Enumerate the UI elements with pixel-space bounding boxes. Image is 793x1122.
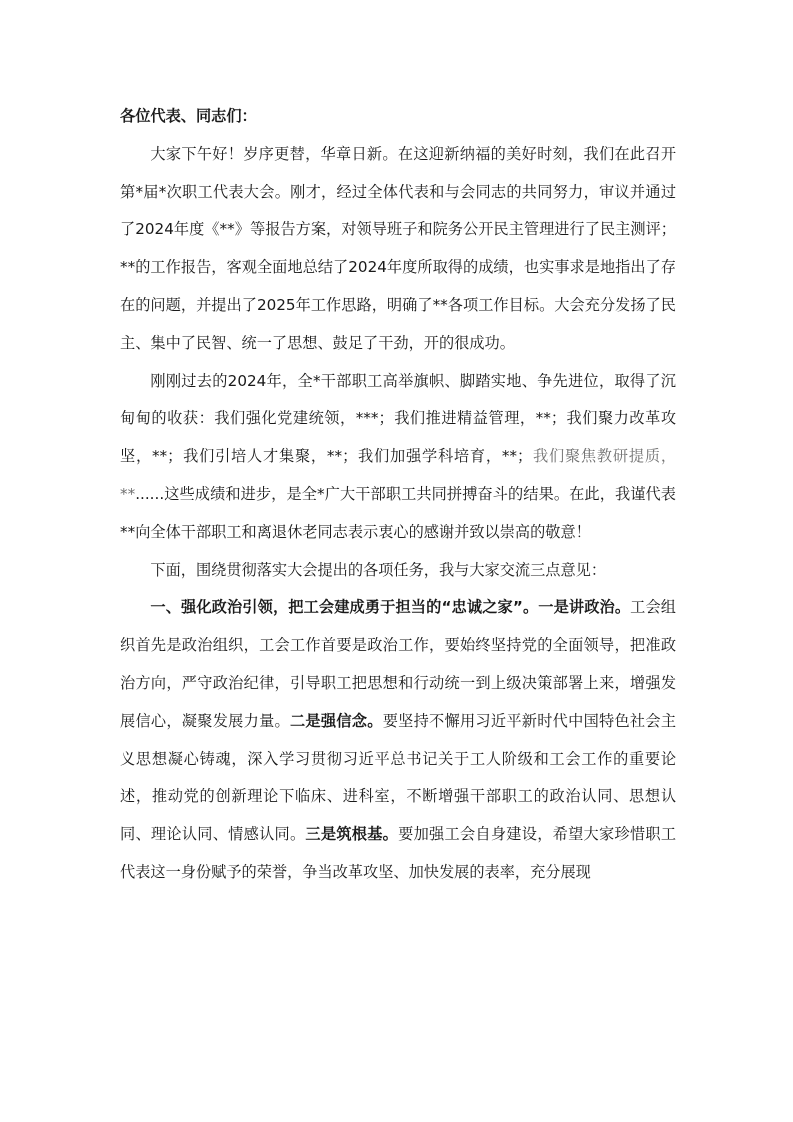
section-one-text-part1: 工会组织首先是政治组织，工会工作首要是政治工作，要始终坚持党的全面领导，把准政治方向，严守政治纪律，引导职工把思想和行动统一到上级决策部署上来，增强发展信心，凝聚发展力量。 bbox=[120, 598, 676, 730]
section-one-subheading-2: 二是强信念。 bbox=[289, 711, 383, 730]
section-one-text-part2: 要坚持不懈用习近平新时代中国特色社会主义思想凝心铸魂，深入学习贯彻习近平总书记关于工人阶级和工会工作的重要论述，推动党的创新理论下临床、进科室，不断增强干部职工的政治认同、思想认同、理论认同、情感认同。 bbox=[120, 711, 677, 844]
paragraph-section-one bbox=[120, 589, 676, 891]
salutation: 各位代表、同志们： bbox=[120, 107, 257, 125]
achievements-text-part2: ......这些成绩和进步，是全*广大干部职工共同拼搏奋斗的结果。在此，我谨代表**向全体干部职工和离退休老同志表示衷心的感谢并致以崇高的敬意！ bbox=[120, 484, 676, 541]
document-body bbox=[120, 98, 676, 892]
paragraph-achievements bbox=[120, 363, 676, 552]
section-one-subheading-3: 三是筑根基。 bbox=[305, 825, 399, 844]
achievements-gray-text: 我们聚焦教研提质，** bbox=[120, 447, 677, 503]
paragraph-intro-opinions: 下面，围绕贯彻落实大会提出的各项任务，我与大家交流三点意见： bbox=[150, 560, 607, 579]
section-one-heading: 一、强化政治引领，把工会建成勇于担当的“忠诚之家”。一是讲政治。 bbox=[150, 598, 631, 617]
section-one-text-part3: 要加强工会自身建设，希望大家珍惜职工代表这一身份赋予的荣誉，争当改革攻坚、加快发展的表率，充分展现 bbox=[120, 825, 677, 881]
paragraph-opening: 大家下午好！岁序更替，华章日新。在这迎新纳福的美好时刻，我们在此召开第*届*次职工代表大会。刚才，经过全体代表和与会同志的共同努力，审议并通过了2024年度《**》等报告方案，对领导班子和院务公开民主管理进行了民主测评；**的工作报告，客观全面地总结了2024年度所取得的成绩，也实事求是地指出了存在的问题，并提出了2025年工作思路，明确了**各项工作目标。大会充分发扬了民主、集中了民智、统一了思想、鼓足了干劲，开的很成功。 bbox=[120, 144, 676, 352]
achievements-text-part1: 刚刚过去的2024年，全*干部职工高举旗帜、脚踏实地、争先进位，取得了沉甸甸的收获：我们强化党建统领，***；我们推进精益管理，**；我们聚力改革攻坚，**；我们引培人才集聚，**；我们加强学科培育，**； bbox=[120, 371, 676, 466]
